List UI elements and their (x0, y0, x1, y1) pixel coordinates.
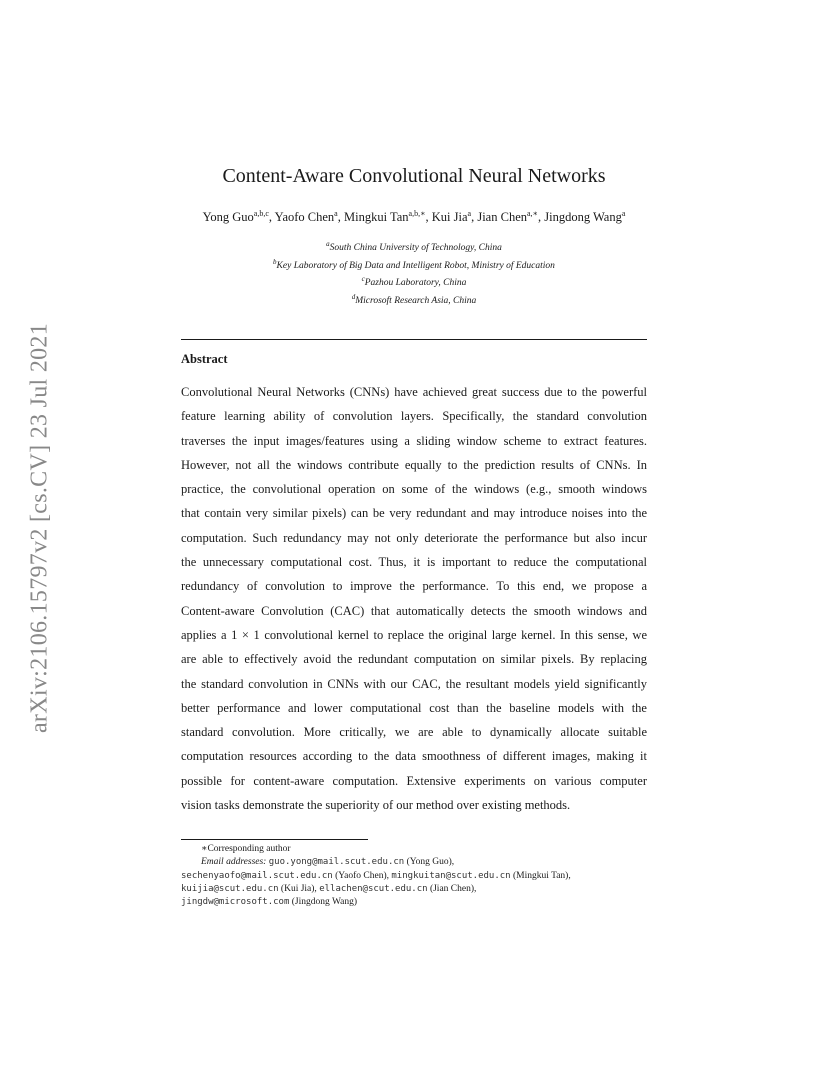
abstract-heading: Abstract (181, 352, 228, 366)
abstract-line: the unnecessary computational cost. Thus, it is important to reduce the computational (181, 555, 647, 570)
abstract-line: traverses the input images/features using a sliding window scheme to extract features. (181, 433, 647, 448)
email-link[interactable]: guo.yong@mail.scut.edu.cn (268, 857, 405, 868)
author: Kui Jia$^a$, (431, 208, 478, 224)
abstract-line: applies a 1 × 1 convolutional kernel to replace the original large kernel. In this sense, we (181, 627, 647, 642)
abstract-line: computation. Such redundancy may not only deteriorate the performance but also incur (181, 530, 647, 545)
author-list (0, 210, 828, 225)
email-link[interactable]: jingdw@microsoft.com (181, 897, 290, 908)
email-line: Email addresses: guo.yong@mail.scut.edu.cn (Yong Guo), (201, 857, 455, 868)
author: Jingdong Wang$^a$ (544, 208, 626, 224)
footnote-divider (181, 839, 368, 840)
affiliation: $^c$Pazhou Laboratory, China (361, 275, 467, 289)
abstract-line: that contain very similar pixels) can be very redundant and may introduce noises into the (181, 506, 647, 521)
author: Jian Chen$^{a,∗}$, (477, 208, 545, 224)
section-divider (181, 339, 647, 340)
abstract-body (181, 380, 647, 817)
author: Yong Guo$^{a,b,c}$, (202, 208, 275, 224)
abstract-line: possible for content-aware computation. Extensive experiments on various computer (181, 773, 647, 788)
abstract-line: vision tasks demonstrate the superiority of our method over existing methods. (181, 798, 571, 813)
affiliation: $^b$Key Laboratory of Big Data and Intelligent Robot, Ministry of Education (273, 257, 555, 271)
abstract-line: the standard convolution in CNNs with our CAC, the resultant models yield significantly (181, 676, 647, 691)
abstract-line: Content-aware Convolution (CAC) that automatically detects the smooth windows and (181, 603, 647, 618)
corresponding-author-note: ∗Corresponding author (201, 844, 291, 854)
email-line: jingdw@microsoft.com (Jingdong Wang) (181, 897, 358, 908)
email-link[interactable]: ellachen@scut.edu.cn (319, 883, 428, 894)
abstract-line: computation resources according to the data smoothness of different images, making it (181, 749, 647, 764)
abstract-line: are able to effectively avoid the redundant computation on similar pixels. By replacing (181, 652, 647, 667)
abstract-line: practice, the convolutional operation on some of the windows (e.g., smooth windows (181, 482, 647, 497)
abstract-line: standard convolution. More critically, we are able to dynamically allocate suitable (181, 725, 647, 740)
footnote (181, 843, 651, 909)
abstract-line: Convolutional Neural Networks (CNNs) have achieved great success due to the powerful (181, 385, 647, 399)
abstract-line: redundancy of convolution to improve the performance. To this end, we propose a (181, 579, 647, 594)
email-link[interactable]: kuijia@scut.edu.cn (181, 883, 279, 894)
abstract-line: feature learning ability of convolution layers. Specifically, the standard convolution (181, 409, 647, 424)
email-line: kuijia@scut.edu.cn (Kui Jia), ellachen@scut.edu.cn (Jian Chen), (181, 883, 477, 894)
email-line: sechenyaofo@mail.scut.edu.cn (Yaofo Chen), mingkuitan@scut.edu.cn (Mingkui Tan), (181, 870, 571, 881)
abstract-line: better performance and lower computational cost than the baseline models with the (181, 700, 647, 715)
email-label: Email addresses: (201, 857, 267, 868)
abstract-line: However, not all the windows contribute equally to the prediction results of CNNs. In (181, 457, 647, 472)
affiliation: $^d$Microsoft Research Asia, China (351, 292, 477, 307)
arxiv-identifier-text: arXiv:2106.15797v2 [cs.CV] 23 Jul 2021 (26, 322, 53, 734)
paper-title: Content-Aware Convolutional Neural Networks (222, 165, 606, 187)
email-link[interactable]: mingkuitan@scut.edu.cn (391, 870, 511, 881)
affiliation: $^a$South China University of Technology, China (326, 240, 502, 254)
author: Mingkui Tan$^{a,b,∗}$, (343, 208, 432, 224)
affiliation-list (0, 238, 828, 309)
email-link[interactable]: sechenyaofo@mail.scut.edu.cn (181, 870, 333, 881)
author: Yaofo Chen$^a$, (274, 208, 344, 224)
